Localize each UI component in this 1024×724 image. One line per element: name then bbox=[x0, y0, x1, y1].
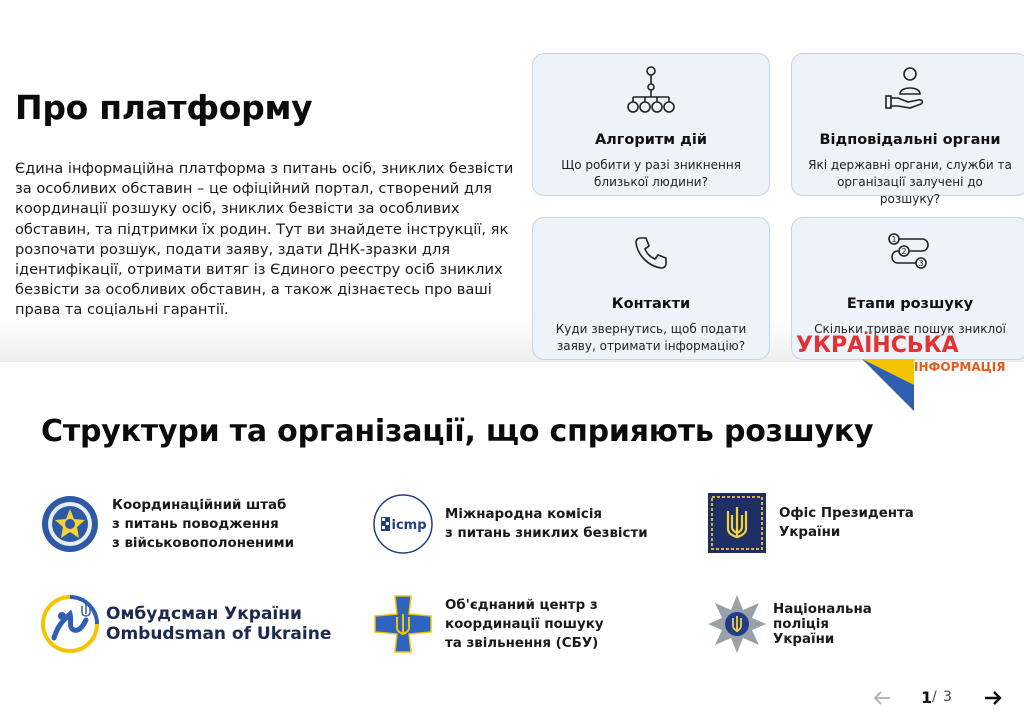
card-title: Алгоритм дій bbox=[594, 132, 708, 148]
org-name: Офіс Президента України bbox=[779, 506, 914, 540]
org-ombudsman[interactable] bbox=[40, 594, 331, 654]
org-name: Об'єднаний центр з координації пошуку та звільнення (СБУ) bbox=[445, 597, 604, 651]
page-separator: / bbox=[932, 689, 937, 705]
page-current: 1 bbox=[921, 688, 933, 707]
steps-path-icon bbox=[792, 227, 1024, 279]
org-name: Національна поліція України bbox=[773, 601, 872, 647]
card-description: Скільки триває пошук зниклої bbox=[814, 322, 1006, 336]
org-coordination-hq[interactable] bbox=[40, 494, 294, 554]
president-office-emblem-icon bbox=[707, 492, 767, 554]
sbu-emblem-icon bbox=[373, 594, 433, 654]
org-name: Координаційний штаб з питань поводження з військовополоненими bbox=[112, 497, 295, 551]
ombudsman-logo-icon bbox=[40, 594, 100, 654]
card-description: Куди звернутись, щоб подати заяву, отримати інформацію? bbox=[555, 322, 747, 353]
card-contacts[interactable] bbox=[532, 217, 770, 360]
police-star-icon bbox=[707, 594, 767, 654]
pagination bbox=[870, 684, 1010, 712]
watermark-logo bbox=[796, 333, 1024, 411]
svg-text:2: 2 bbox=[901, 247, 907, 256]
algorithm-tree-icon bbox=[533, 63, 769, 115]
org-sbu[interactable] bbox=[373, 594, 604, 654]
svg-text:1: 1 bbox=[891, 235, 897, 244]
phone-icon bbox=[533, 227, 769, 279]
about-title: Про платформу bbox=[15, 88, 313, 127]
org-name: Міжнародна комісія з питань зниклих безвісти bbox=[445, 507, 648, 541]
arrow-right-icon[interactable] bbox=[981, 686, 1005, 710]
card-description: Які державні органи, служби та організації залучені до розшуку? bbox=[808, 158, 1012, 206]
card-description: Що робити у разі зникнення близької людини? bbox=[561, 158, 741, 189]
watermark-big-text: УКРАЇНСЬКА bbox=[796, 333, 959, 358]
watermark-small-text: ІНФОРМАЦІЯ bbox=[914, 360, 1006, 374]
icmp-logo-text: icmp bbox=[391, 518, 427, 533]
coordination-hq-emblem-icon bbox=[40, 494, 100, 554]
card-title: Відповідальні органи bbox=[819, 132, 1001, 148]
card-algorithm[interactable] bbox=[532, 53, 770, 196]
card-responsible-bodies[interactable] bbox=[791, 53, 1024, 206]
card-title: Етапи розшуку bbox=[846, 296, 974, 312]
icmp-logo-icon bbox=[373, 494, 433, 554]
org-president-office[interactable] bbox=[707, 492, 914, 554]
watermark-triangle-icon bbox=[862, 359, 914, 411]
card-title: Контакти bbox=[611, 296, 691, 312]
page-total: 3 bbox=[943, 689, 952, 705]
org-icmp[interactable] bbox=[373, 494, 648, 554]
svg-text:3: 3 bbox=[918, 259, 924, 268]
person-hand-icon bbox=[792, 63, 1024, 115]
arrow-left-icon[interactable] bbox=[870, 686, 894, 710]
org-name: Омбудсман України Ombudsman of Ukraine bbox=[106, 604, 332, 644]
orgs-title: Структури та організації, що сприяють розшуку bbox=[41, 414, 874, 449]
org-national-police[interactable] bbox=[707, 594, 872, 654]
about-text: Єдина інформаційна платформа з питань осіб, зниклих безвісти за особливих обставин – це офіційний портал, створений для координації розшуку осіб, зниклих безвісти за особливих обставин, та підтримки їх родин. Тут ви знайдете інструкції, як розпочати розшук, подати заяву, здати ДНК-зразки для ідентифікації, отримати витяг із Єдиного реєстру осіб зниклих безвісти за особливих обставин, а також дізнаєтесь про ваші права та соціальні гарантії. bbox=[15, 160, 514, 319]
